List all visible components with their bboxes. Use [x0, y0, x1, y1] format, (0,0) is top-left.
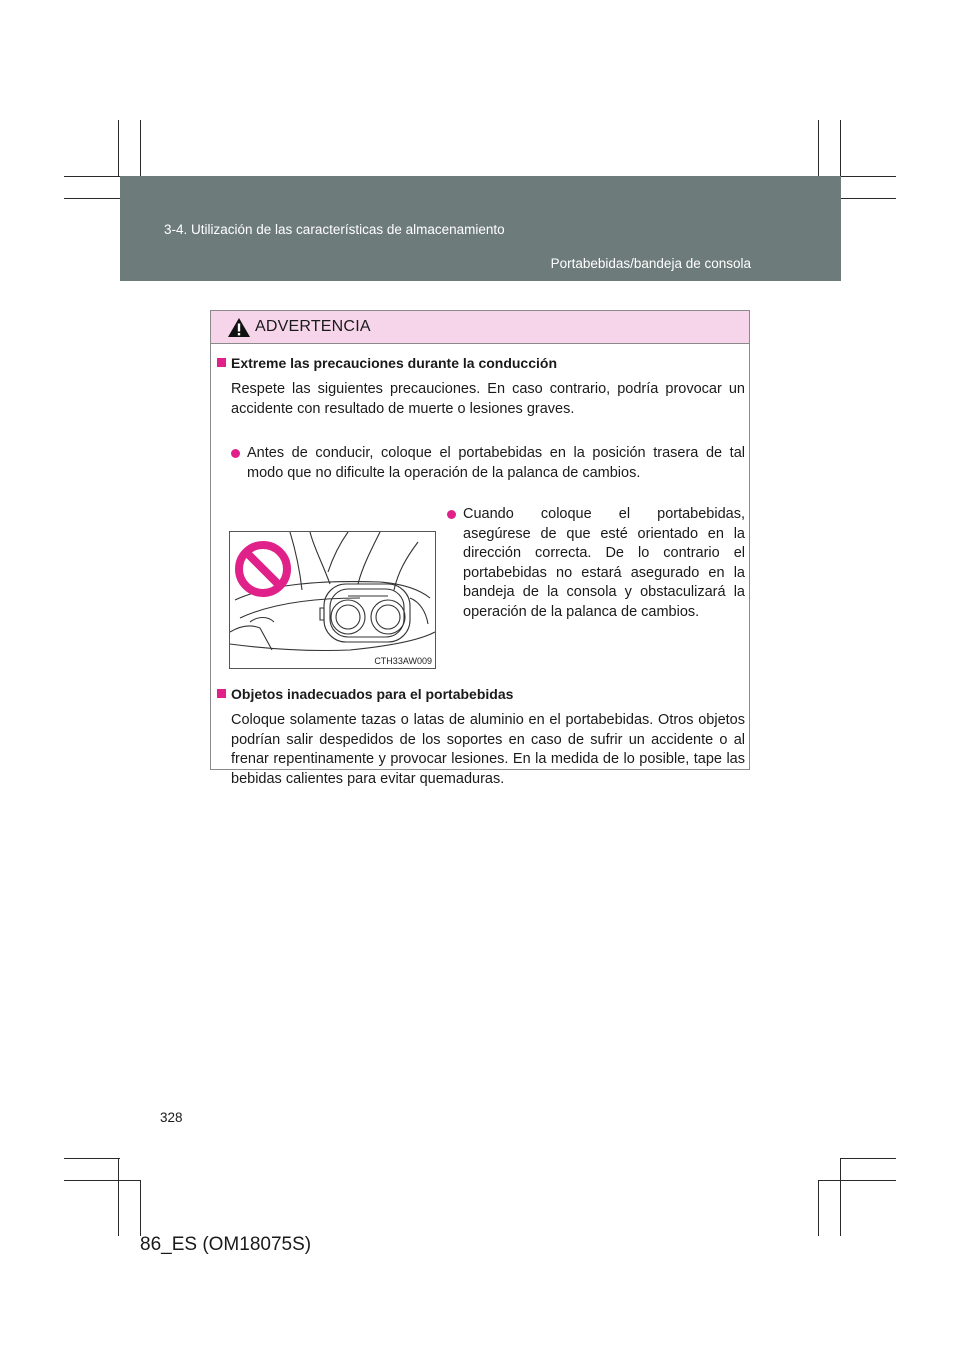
warning-box [210, 310, 750, 787]
figure-code: CTH33AW009 [374, 656, 432, 666]
document-code: 86_ES (OM18075S) [140, 1234, 312, 1255]
crop-mark [64, 1158, 120, 1159]
crop-mark [840, 1158, 841, 1236]
circle-bullet-icon [231, 449, 240, 458]
warning-header [211, 311, 749, 344]
crop-mark [840, 1158, 896, 1159]
section-paragraph: Coloque solamente tazas o latas de aluminio en el portabebidas. Otros objetos podrían salir despedidos de los soportes en caso de sufrir un accidente o al frenar repentinamente y provocar lesiones. En la medida de lo posible, tape las bebidas calientes para evitar quemaduras. [231, 712, 745, 787]
crop-mark [140, 1180, 141, 1236]
crop-mark [140, 120, 141, 176]
crop-mark [840, 176, 896, 177]
bullet-item: Cuando coloque el portabebidas, asegúrese de que esté orientado en la dirección correcta. De lo contrario el portabebidas no estará asegurado en la bandeja de la consola y obstaculizará la operación de la palanca de cambios. [447, 505, 745, 622]
cup-holder-figure [229, 531, 436, 669]
section-heading: Extreme las precauciones durante la conducción [217, 355, 557, 371]
circle-bullet-icon [447, 510, 456, 519]
bullet-item: Antes de conducir, coloque el portabebidas en la posición trasera de tal modo que no dificulte la operación de la palanca de cambios. [231, 444, 745, 483]
crop-mark [818, 1180, 819, 1236]
square-bullet-icon [217, 358, 226, 367]
subsection-title: Portabebidas/bandeja de consola [550, 256, 751, 271]
crop-mark [818, 120, 819, 176]
crop-mark [64, 1180, 140, 1181]
warning-title: ADVERTENCIA [255, 318, 371, 335]
header-band [120, 176, 841, 281]
prohibition-icon [234, 540, 292, 598]
crop-mark [840, 198, 896, 199]
crop-mark [64, 198, 120, 199]
crop-mark [840, 120, 841, 176]
crop-mark [64, 176, 120, 177]
page-number: 328 [160, 1110, 183, 1125]
section-heading: Objetos inadecuados para el portabebidas [217, 686, 513, 702]
crop-mark [118, 120, 119, 176]
section-paragraph: Respete las siguientes precauciones. En caso contrario, podría provocar un accidente con resultado de muerte o lesiones graves. [231, 381, 745, 417]
crop-mark [118, 1158, 119, 1236]
section-title: 3-4. Utilización de las características de almacenamiento [164, 222, 505, 237]
crop-mark [818, 1180, 896, 1181]
square-bullet-icon [217, 689, 226, 698]
warning-triangle-icon [227, 317, 251, 338]
